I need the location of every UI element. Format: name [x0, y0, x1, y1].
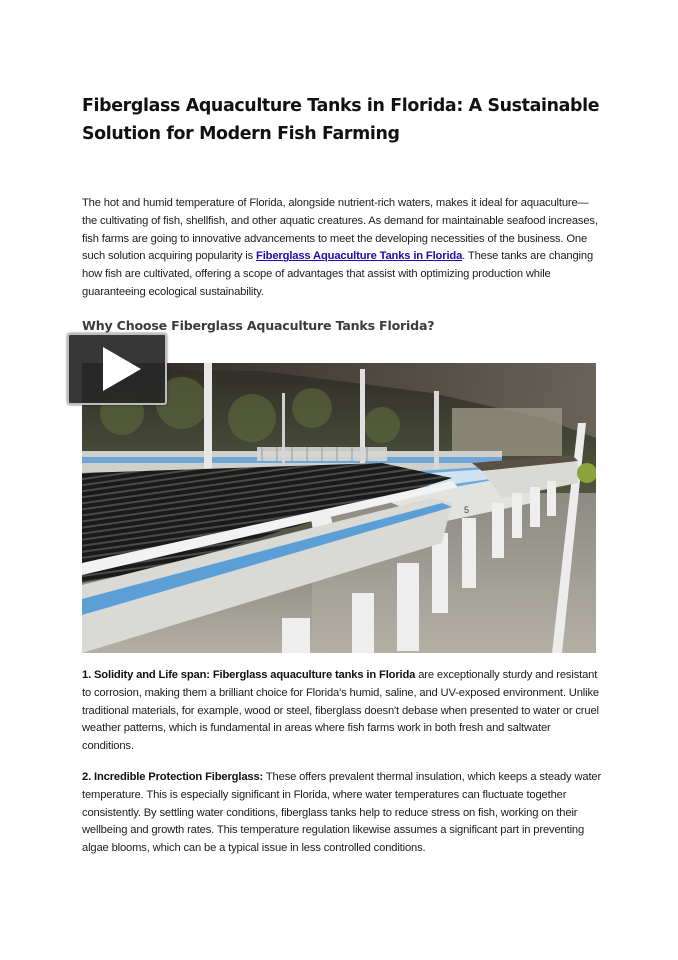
- fiberglass-tanks-link[interactable]: Fiberglass Aquaculture Tanks in Florida: [256, 250, 463, 263]
- play-icon: [103, 347, 141, 391]
- intro-paragraph: [82, 195, 602, 302]
- tank-number-label: 5: [464, 505, 470, 515]
- intro-text-before-link: The hot and humid temperature of Florida, alongside nutrient-rich waters, makes it ideal for aquaculture—the cultivating of fish, shellfish, and other aquatic creatures. As demand for maintainable seafood increases, fish farms are going to innovative advancements to meet the developing necessities of the business. One such solution acquiring popularity is: [82, 197, 598, 263]
- tanks-illustration: [82, 363, 596, 653]
- point-2-heading: 2. Incredible Protection Fiberglass:: [82, 771, 264, 783]
- point-2-body: These offers prevalent thermal insulation, which keeps a steady water temperature. This is especially significant in Florida, where water temperatures can fluctuate together consistently. By settling water conditions, fiberglass tanks help to reduce stress on fish, working on their wellbeing and growth rates. This temperature regulation likewise assumes a significant part in preventing algae blooms, which can be a typical issue in less controlled conditions.: [82, 771, 602, 855]
- aquaculture-tanks-photo: [82, 363, 596, 653]
- point-2-paragraph: [82, 769, 602, 858]
- point-1-paragraph: [82, 667, 602, 756]
- page-title: Fiberglass Aquaculture Tanks in Florida: A Sustainable Solution for Modern Fish Farming: [82, 96, 600, 144]
- video-play-button[interactable]: [67, 333, 167, 405]
- intro-text-after-link: . These tanks are changing how fish are cultivated, offering a scope of advantages that assist with optimizing production while guaranteeing ecological sustainability.: [82, 250, 594, 298]
- point-1-body: are exceptionally sturdy and resistant to corrosion, making them a brilliant choice for Florida's humid, saline, and UV-exposed environment. Unlike traditional materials, for example, wood or steel, fiberglass doesn't debase when presented to water or cruel weather patterns, which is fundamental in areas where fish farms work in both fresh and saltwater conditions.: [82, 669, 599, 753]
- point-1-heading: 1. Solidity and Life span: Fiberglass aquaculture tanks in Florida: [82, 669, 416, 681]
- section-heading: Why Choose Fiberglass Aquaculture Tanks Florida?: [82, 318, 435, 333]
